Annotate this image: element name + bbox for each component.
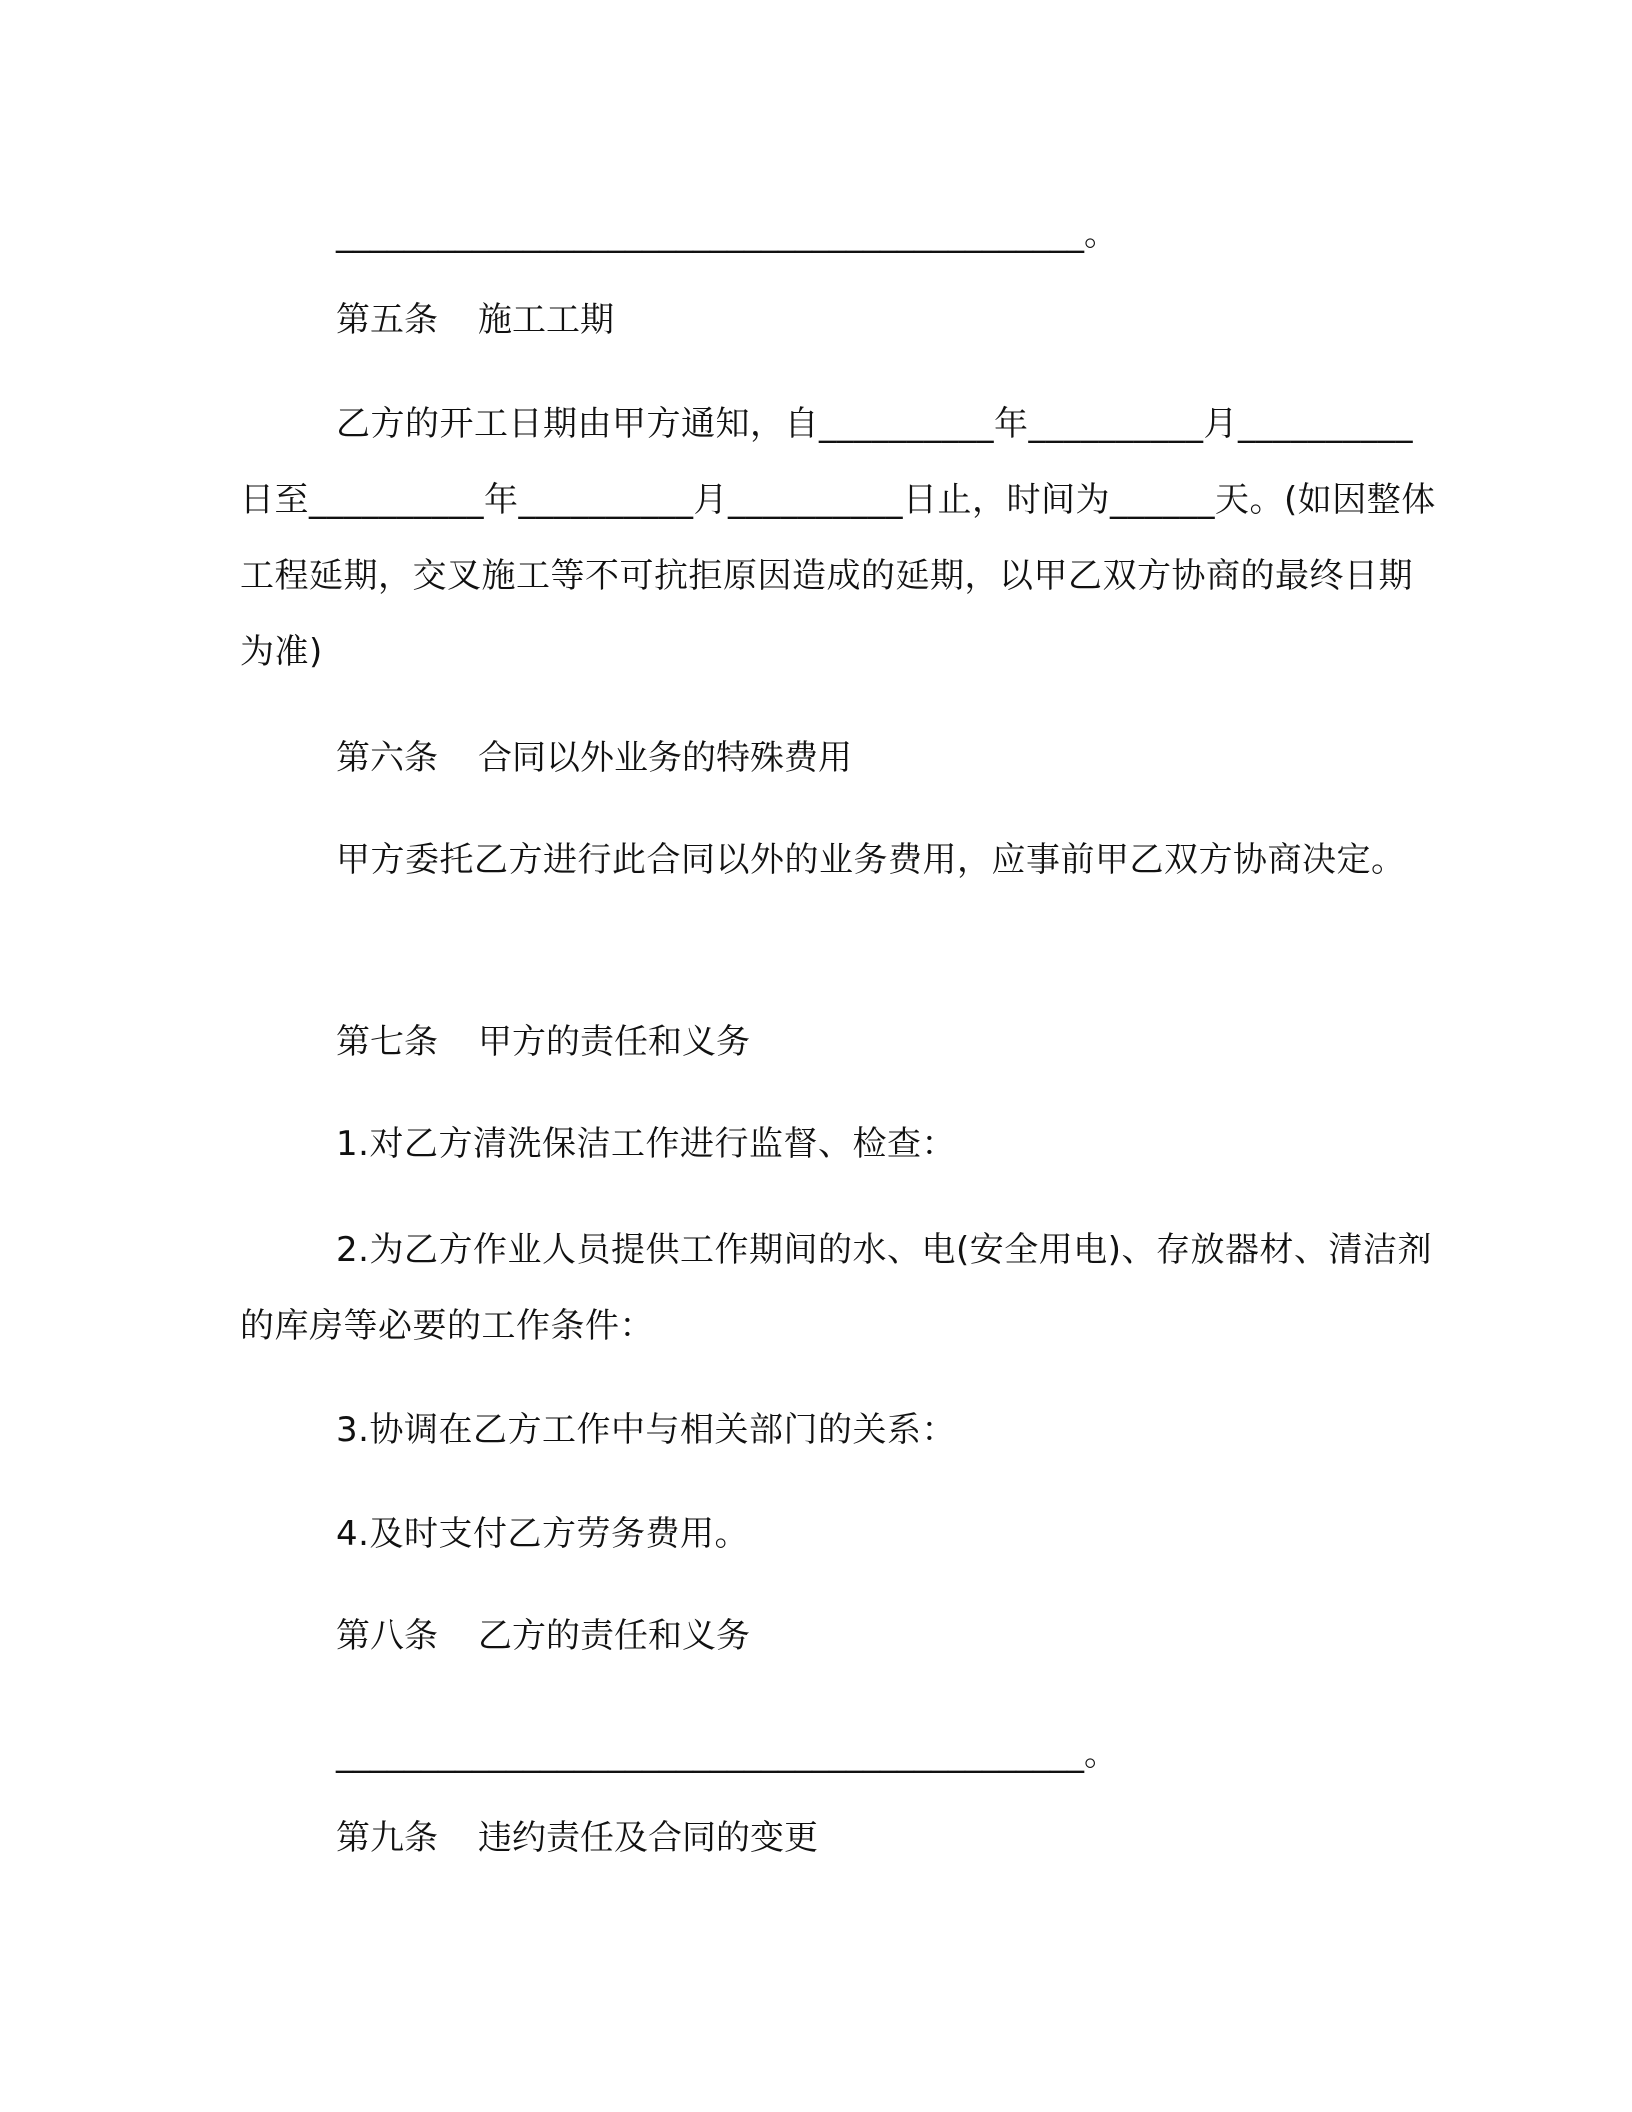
article-5-body: 乙方的开工日期由甲方通知，自__________年__________月__________日至__________年__________月__________日止，时间为______天。(如因整体工程延期，交叉施工等不可抗拒原因造成的延期，以甲乙双方协商的最终日期为准) [240, 404, 1436, 672]
article-7-item-2: 2.为乙方作业人员提供工作期间的水、电(安全用电)、存放器材、清洁剂的库房等必要的工作条件： [240, 1230, 1432, 1346]
article-9-heading [336, 1800, 818, 1876]
article-8-title: 乙方的责任和义务 [478, 1616, 750, 1656]
article-9-title: 违约责任及合同的变更 [478, 1818, 818, 1858]
article-6-title: 合同以外业务的特殊费用 [478, 738, 852, 778]
article-6-heading [336, 720, 852, 796]
blank-line-top: ____________________________________________。 [336, 214, 1118, 254]
article-5-heading [336, 282, 614, 358]
article-5-number: 第五条 [336, 300, 438, 340]
article-7-item-1: 1.对乙方清洗保洁工作进行监督、检查： [336, 1124, 956, 1164]
article-6-body: 甲方委托乙方进行此合同以外的业务费用，应事前甲乙双方协商决定。 [336, 840, 1406, 880]
article-7-number: 第七条 [336, 1022, 438, 1062]
article-8-number: 第八条 [336, 1616, 438, 1656]
blank-line-article-8: ____________________________________________。 [336, 1734, 1118, 1774]
article-9-number: 第九条 [336, 1818, 438, 1858]
article-7-item-3: 3.协调在乙方工作中与相关部门的关系： [336, 1410, 956, 1450]
article-5-title: 施工工期 [478, 300, 614, 340]
article-7-title: 甲方的责任和义务 [478, 1022, 750, 1062]
article-7-item-4: 4.及时支付乙方劳务费用。 [336, 1514, 749, 1554]
article-8-heading [336, 1598, 750, 1674]
article-7-heading [336, 1004, 750, 1080]
article-6-number: 第六条 [336, 738, 438, 778]
